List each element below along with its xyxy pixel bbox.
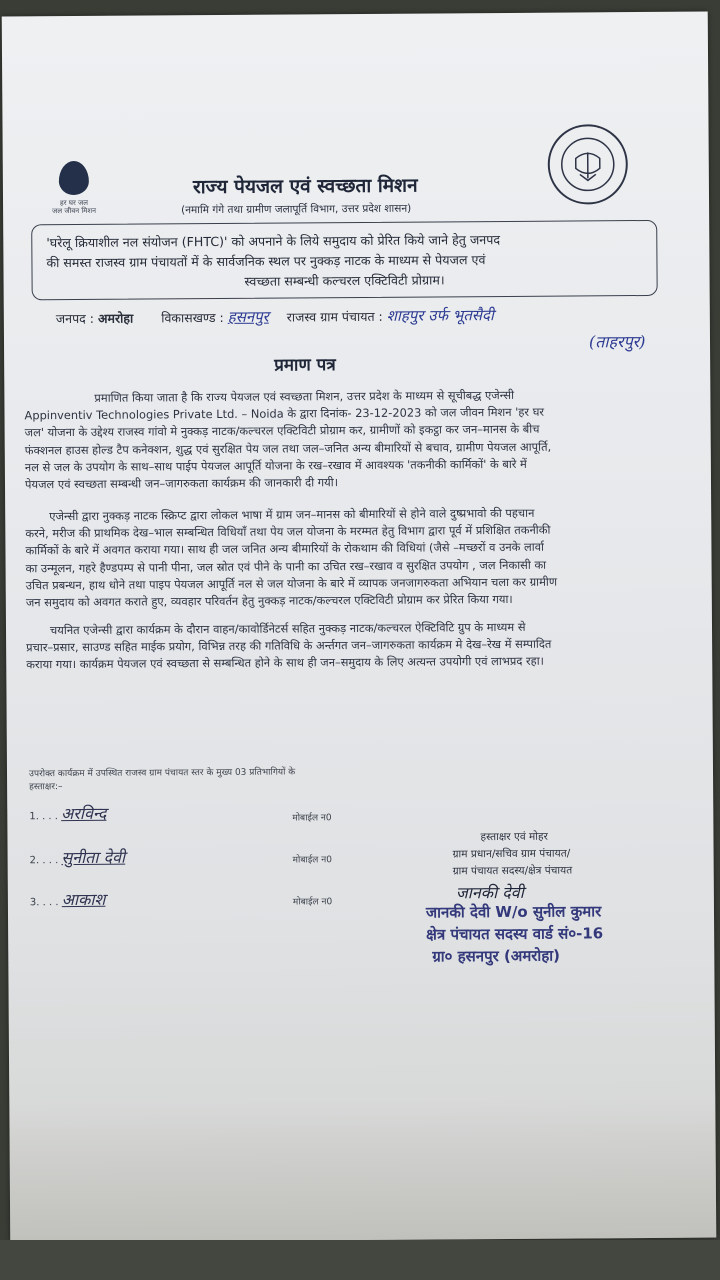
paragraph-1: [24, 386, 681, 494]
para1-line: फंक्शनल हाउस होल्ड टैप कनेक्शन, शुद्ध एवं सुरक्षित पेय जल तथा जल–जनित अन्य बीमारियों से बचाव, ग्रामीण पेयजल आपूर्ति,: [24, 439, 552, 457]
certificate-title: प्रमाण पत्र: [274, 355, 336, 376]
official-stamp: [426, 900, 604, 967]
program-line-3: स्वच्छता सम्बन्धी कल्चरल एक्टिविटी प्रोग्राम।: [244, 272, 445, 289]
document-page: [2, 12, 717, 1243]
document-subtitle: (नमामि गंगे तथा ग्रामीण जलापूर्ति विभाग, उत्तर प्रदेश शासन): [181, 202, 412, 217]
participant-mobile-3: मोबाईल न0: [292, 897, 333, 908]
participant-signature: आकाश: [61, 889, 106, 910]
para1-line: पेयजल एवं स्वच्छता सम्बन्धी जन–जागरुकता कार्यक्रम की जानकारी दी गयी।: [24, 475, 339, 492]
participant-number: 2.: [29, 855, 40, 867]
stamp-line-2: क्षेत्र पंचायत सदस्य वार्ड सं०-16: [426, 924, 604, 944]
paragraph-2: [25, 504, 682, 612]
participant-signature: अरविन्द: [61, 803, 107, 824]
document-title: राज्य पेयजल एवं स्वच्छता मिशन: [192, 174, 418, 199]
para3-line: प्रचार–प्रसार, साउण्ड सहित माईक प्रयोग, विभिन्न तरह की गतिविधि के अर्न्तगत जन–जागरुकता कार्यक्रम मे देख–रेख में सम्पादित: [26, 636, 552, 655]
stamp-line-1: जानकी देवी W/o सुनील कुमार: [425, 902, 602, 922]
participant-row-1: 1. . . . अरविन्द: [29, 803, 107, 824]
up-government-emblem-icon: [547, 124, 628, 205]
district-label: जनपद :: [55, 310, 95, 327]
district-value: अमरोहा: [97, 310, 134, 326]
panchayat-label: राजस्व ग्राम पंचायत :: [286, 308, 383, 325]
para3-line: कराया गया। कार्यक्रम पेयजल एवं स्वच्छता से सम्बन्धित होने के साथ ही जन–समुदाय के लिए अत्यन्त उपयोगी एवं लाभप्रद रहा।: [26, 654, 544, 672]
participants-intro-line-2: हस्ताक्षर:–: [29, 782, 63, 793]
para2-line: उचित प्रबन्धन, हाथ धोने तथा पाइप पेयजल आपूर्ति नल से जल योजना के बारे में व्यापक जनजागरुकता अभियान चला कर ग्रामीण: [25, 574, 558, 593]
participant-mobile-2: मोबाईल न0: [292, 855, 332, 866]
participant-mobile-1: मोबाईल न0: [292, 813, 332, 824]
para2-line: जन समुदाय को अवगत कराते हुए, व्यवहार परिवर्तन हेतु नुक्कड़ नाटक/कल्चरल एक्टिविटी प्रोग्राम कर प्रेरित किया गया।: [25, 591, 513, 610]
jal-jeevan-logo: [45, 161, 103, 225]
background-surface: [0, 1240, 720, 1280]
block-label: विकासखण्ड :: [161, 309, 224, 326]
stamp-line-3: ग्रा० हसनपुर (अमरोहा): [432, 946, 561, 966]
signatory-line-3: ग्राम पंचायत सदस्य/क्षेत्र पंचायत: [452, 864, 573, 878]
signatory-line-2: ग्राम प्रधान/सचिव ग्राम पंचायत/: [452, 847, 571, 861]
para2-line: कार्मिकों के बारे में अवगत कराया गया। साथ ही जल जनित अन्य बीमारियों के रोकथाम की विधियां (जैसे –मच्छरों व उनके लार्वा: [25, 540, 545, 558]
panchayat-value-alt: (ताहरपुर): [588, 331, 646, 352]
block-value: हसनपुर: [227, 307, 269, 326]
para2-line: का उन्मूलन, गहरे हैण्डपम्प से पानी पीना, जल स्रोत एवं पीने के पानी का उचित रख–रखाव व सुरक्षित उपयोग , जल निकासी का: [25, 557, 547, 575]
para1-line: Appinventiv Technologies Private Ltd. – Noida के द्वारा दिनांक- 23-12-2023 को जल जीवन मिशन 'हर घर: [24, 404, 545, 423]
paragraph-3: [26, 618, 682, 674]
participant-number: 1.: [29, 811, 39, 823]
logo-caption-1: हर घर जल: [60, 198, 89, 208]
panchayat-value: शाहपुर उर्फ भूतसैदी: [386, 306, 494, 325]
signatory-line-1: हस्ताक्षर एवं मोहर: [480, 830, 548, 844]
para2-line: करने, मरीज की प्राथमिक देख–भाल सम्बन्धित विधियाँ तथा पेय जल योजना के मरम्मत हेतु विभाग द्वारा पूर्व में प्रशिक्षित तकनीकी: [25, 522, 551, 541]
participant-row-3: 3. . . . आकाश: [29, 889, 106, 910]
para2-line: एजेन्सी द्वारा नुक्कड़ नाटक स्क्रिप्ट द्वारा लोकल भाषा में ग्राम जन–मानस को बीमारियों से होने वाले दुष्प्रभावो की पहचान: [49, 505, 535, 524]
para1-line: प्रमाणित किया जाता है कि राज्य पेयजल एवं स्वच्छता मिशन, उत्तर प्रदेश के माध्यम से सूचीबद्ध एजेन्सी: [94, 387, 515, 405]
para1-line: जल' योजना के उद्देश्य राजस्व गांवो मे नुक्कड़ नाटक/कल्चरल एक्टिविटी प्रोग्राम कर, ग्रामीणों को इकट्ठा कर जन–मानस के बीच: [24, 422, 540, 440]
participants-intro: [29, 766, 295, 794]
participant-row-2: 2. . . . सुनीता देवी: [29, 847, 126, 868]
program-line-1: 'घरेलू क्रियाशील नल संयोजन (FHTC)' को अपनाने के लिये समुदाय को प्रेरित किये जाने हेतु जनपद: [46, 232, 501, 251]
logo-caption-2: जल जीवन मिशन: [52, 206, 97, 216]
participant-signature: सुनीता देवी: [61, 847, 126, 868]
signatory-handwritten-signature: जानकी देवी: [455, 882, 524, 903]
para1-line: नल से जल के उपयोग के साथ–साथ पाईप पेयजल आपूर्ति योजना के रख–रखाव में आवश्यक 'तकनीकी कार्मिकों' के बारे में: [24, 456, 527, 475]
signatory-block: [452, 829, 572, 881]
participants-intro-line-1: उपरोक्त कार्यक्रम में उपस्थित राजस्व ग्राम पंचायत स्तर के मुख्य 03 प्रतिभागियों के: [28, 767, 296, 780]
para3-line: चयनित एजेन्सी द्वारा कार्यक्रम के दौरान वाहन/कावोर्डिनेटर्स सहित नुक्कड़ नाटक/कल्चरल ऐक्टिविटि ग्रुप के माध्यम से: [49, 619, 526, 638]
water-drop-icon: [59, 161, 89, 195]
program-box: [31, 220, 658, 300]
participant-number: 3.: [29, 897, 40, 909]
program-line-2: की समस्त राजस्व ग्राम पंचायतों में के सार्वजनिक स्थल पर नुक्कड़ नाटक के माध्यम से पेयजल एवं: [46, 252, 486, 271]
